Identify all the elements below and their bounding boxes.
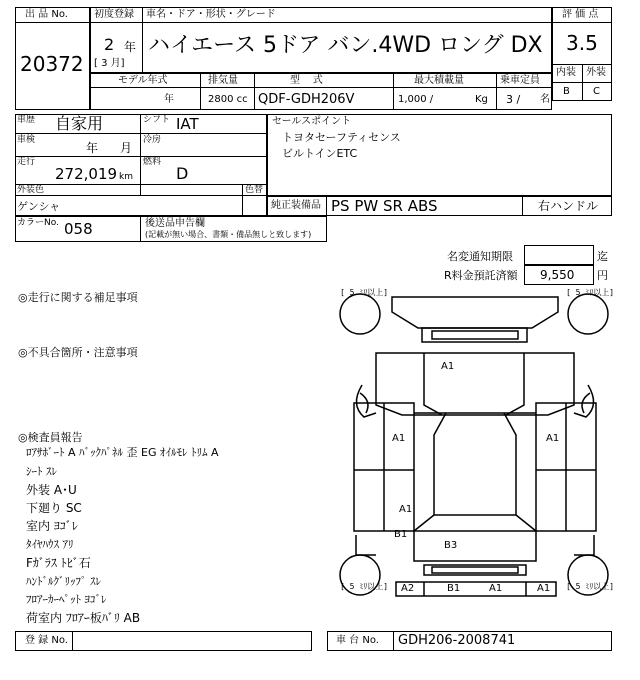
displacement-label: 排気量 [208,75,238,86]
damage-mark-bumper-center: B1 [447,583,461,594]
recycle-value: 9,550 [540,268,575,282]
lot-label: 出 品 No. [25,9,68,20]
tire-label-bottom-left: [ 5 ﾐﾘ以上] [340,582,389,591]
first-reg-label: 初度登録 [94,9,134,20]
tire-label-bottom-right: [ 5 ﾐﾘ以上] [566,582,615,591]
history-label: 車歴 [17,115,36,125]
fuel-label: 燃料 [143,157,162,167]
damage-mark-bumper-left: A2 [401,583,415,594]
post-declaration-note: (記載が無い場合、書類・備品無しと致します) [145,230,312,239]
inspector-line: 荷室内 ﾌﾛｱｰ板ﾊﾞﾘ AB [26,611,141,625]
name-change-label: 名変通知期限 [447,250,513,263]
ac-label: 冷房 [143,135,162,145]
inspector-line: ﾛｱｻﾎﾞｰﾄ A ﾊﾞｯｸﾊﾟﾈﾙ 歪 EG ｵｲﾙﾓﾚ ﾄﾘﾑ A [26,446,219,459]
inspection-month-unit: 月 [120,141,133,155]
exterior-grade: C [593,86,600,97]
shift-label: シフト [143,115,171,125]
mileage-label: 走行 [17,157,36,167]
chassis-label: 車 台 No. [336,635,379,646]
ext-color-value: ゲンシャ [17,200,61,213]
name-change-box [524,245,594,265]
shift-value: IAT [176,115,199,133]
rear-door [414,531,536,561]
tire-front-right [568,294,608,334]
roof [434,413,516,515]
damage-mark-hood: A1 [441,361,455,372]
inspector-line: ﾊﾝﾄﾞﾙｸﾞﾘｯﾌﾟ ｽﾚ [26,575,101,588]
score-label: 評 価 点 [562,9,599,20]
color-change-label: 色替 [245,185,264,195]
inspector-line: 室内 ﾖｺﾞﾚ [26,519,78,533]
inspector-line: 外装 A･U [26,483,77,497]
equipment-label: 純正装備品 [271,200,321,211]
inspector-line: 下廻り SC [26,501,82,515]
inspector-line: ｼｰﾄ ｽﾚ [26,465,57,478]
driving-notes-label: ◎走行に関する補足事項 [18,291,138,304]
fuel-value: D [176,164,189,183]
car-name: ハイエース 5ドア バン.4WD ロング DX [148,33,543,58]
exterior-label: 外装 [586,67,606,78]
rear-bumper [396,582,556,596]
chassis-value: GDH206-2008741 [398,633,516,648]
color-no-label: カラーNo. [17,218,59,228]
damage-mark-right-side: A1 [546,433,560,444]
displacement-value: 2800 cc [208,94,248,105]
interior-grade: B [563,86,570,97]
first-reg-month: [ 3 月] [94,58,125,69]
max-load-label: 最大積載量 [414,75,464,86]
model-code-value: QDF-GDH206V [258,92,355,107]
damage-mark-bumper-right-2: A1 [537,583,551,594]
steering-value: 右ハンドル [538,199,599,213]
inspector-line: ﾌﾛｱｰｶｰﾍﾟｯﾄ ﾖｺﾞﾚ [26,593,107,606]
damage-mark-rear-left-a: A1 [399,504,413,515]
inspector-line: ﾀｲﾔﾊｳｽ ｱﾘ [26,538,74,551]
interior-label: 内装 [556,67,576,78]
tire-label-top-right: [ 5 ﾐﾘ以上] [566,288,615,297]
max-load-unit: Kg [475,94,488,105]
lot-number: 20372 [20,52,84,76]
inspector-line: Fｶﾞﾗｽ ﾄﾋﾞ石 [26,556,91,570]
tire-front-left [340,294,380,334]
damage-mark-left-side: A1 [392,433,406,444]
inspector-label: ◎検査員報告 [18,431,83,444]
first-reg-year-unit: 年 [124,40,137,54]
damage-mark-rear-left-b: B1 [394,529,408,540]
recycle-unit: 円 [597,269,608,282]
inspection-label: 車検 [17,135,36,145]
defects-label: ◎不具合箇所・注意事項 [18,346,138,359]
mileage-value: 272,019 [55,165,118,183]
damage-mark-rear-center: B3 [444,540,458,551]
sales-point-1: トヨタセーフティセンス [282,131,401,144]
max-load-value: 1,000 / [398,94,434,105]
ext-color-label: 外装色 [17,185,45,195]
damage-mark-bumper-right-1: A1 [489,583,503,594]
tire-label-top-left: [ 5 ﾐﾘ以上] [340,288,389,297]
color-no-value: 058 [64,220,93,238]
inspection-year-unit: 年 [86,141,99,155]
sales-point-2: ビルトインETC [282,147,358,160]
hood-panel [376,353,574,415]
sales-point-label: セールスポイント [272,116,352,127]
recycle-label: R料金預託済額 [444,269,518,282]
front-bumper [392,297,558,328]
equipment-value: PS PW SR ABS [331,197,438,215]
name-change-unit: 迄 [597,250,608,263]
reg-no-label: 登 録 No. [25,635,68,646]
car-diagram [336,285,614,600]
capacity-unit: 名 [540,94,550,105]
model-code-label: 型 式 [290,75,323,86]
mileage-unit: km [119,172,133,182]
score-value: 3.5 [566,31,598,55]
model-year-label: モデル年式 [118,75,168,86]
post-declaration-label: 後送品申告欄 [145,218,205,229]
capacity-label: 乗車定員 [500,75,540,86]
history-value: 自家用 [55,114,104,133]
front-plate [422,328,527,342]
car-name-label: 車名・ドア・形状・グレード [146,9,276,20]
capacity-value: 3 / [506,93,521,106]
first-reg-year: 2 [104,35,115,54]
model-year-unit: 年 [164,94,174,105]
